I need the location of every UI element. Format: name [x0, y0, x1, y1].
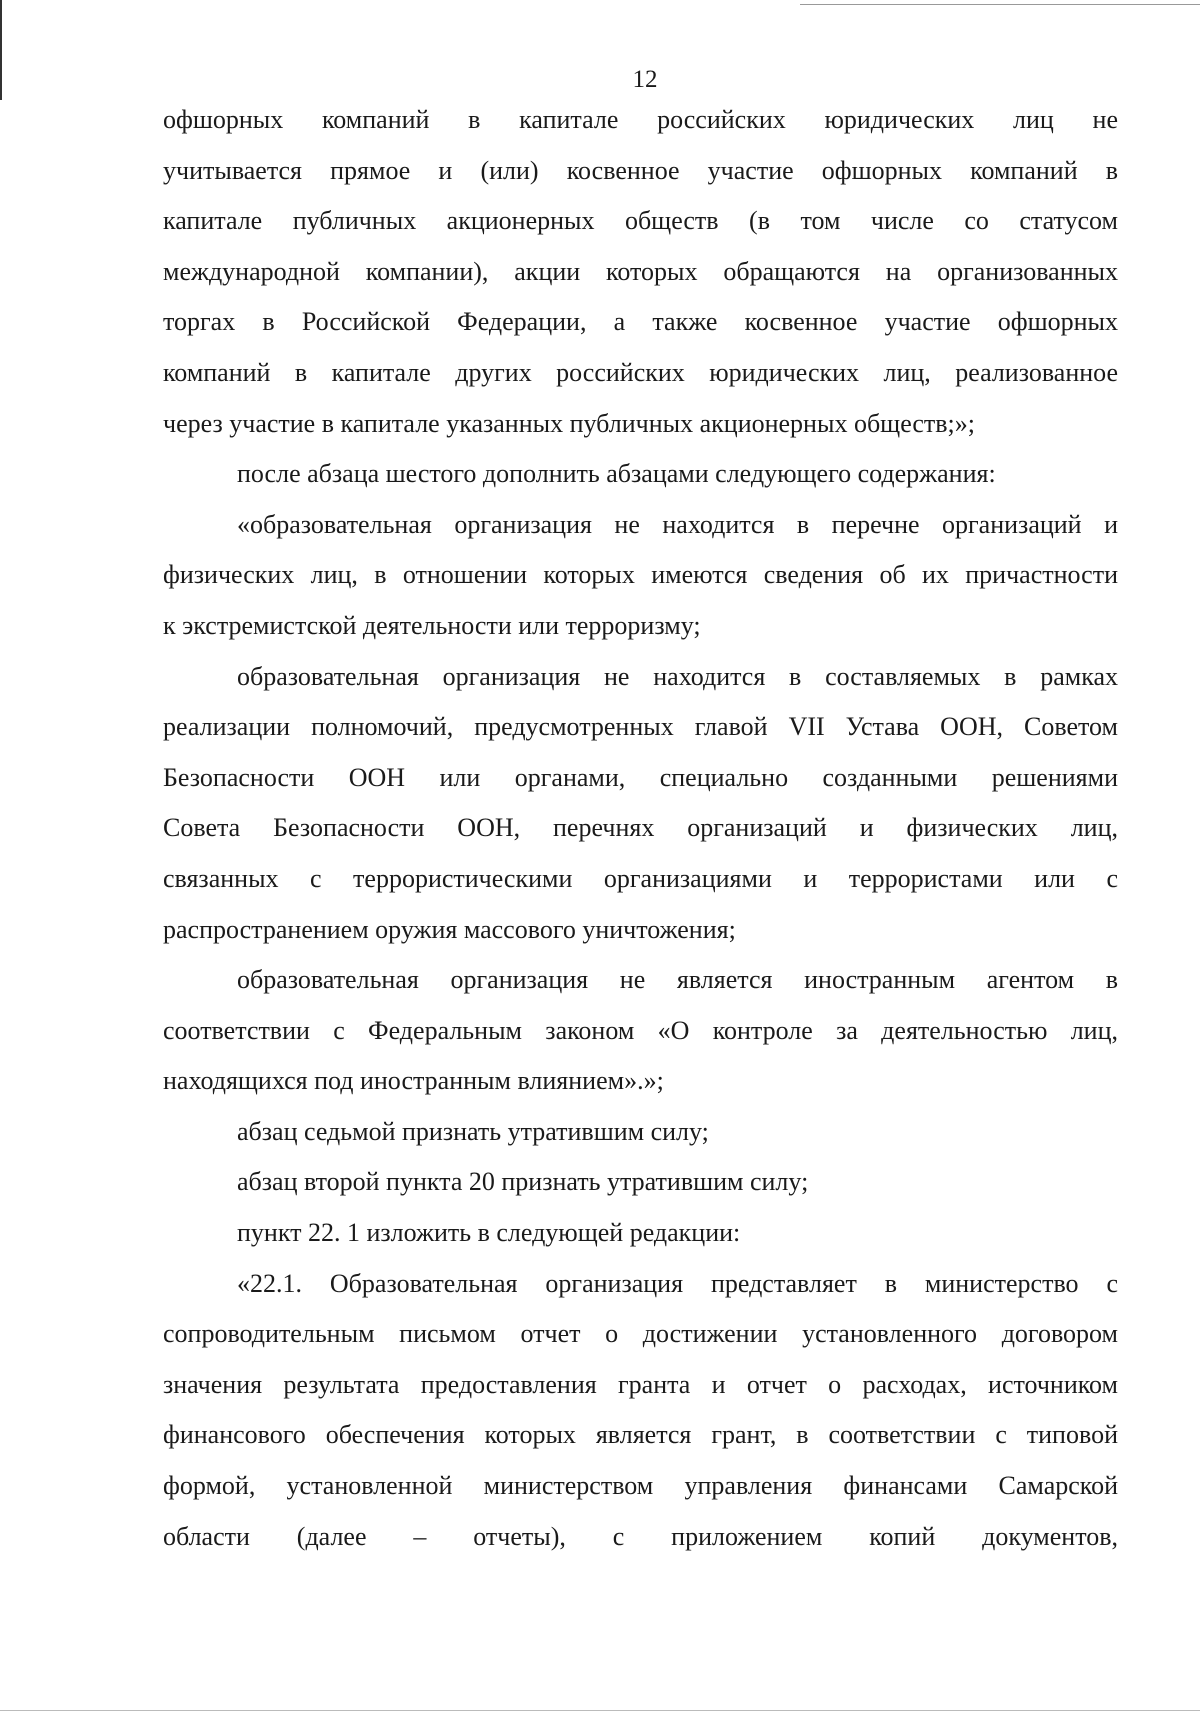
document-body	[163, 95, 1118, 1562]
text-line: через участие в капитале указанных публичных акционерных обществ;»;	[163, 408, 976, 438]
text-line: образовательная организация не находится в составляемых в рамках	[237, 661, 1118, 691]
text-line: капитале публичных акционерных обществ (в том числе со статусом	[163, 206, 1118, 236]
text-line: пункт 22. 1 изложить в следующей редакции:	[237, 1218, 741, 1248]
text-line: компаний в капитале других российских юридических лиц, реализованное	[163, 357, 1118, 387]
text-line: области (далее – отчеты), с приложением копий документов,	[163, 1521, 1118, 1551]
scan-bottom-line	[0, 1710, 1200, 1711]
text-line: Совета Безопасности ООН, перечнях организаций и физических лиц,	[163, 813, 1118, 843]
text-line: финансового обеспечения которых является грант, в соответствии с типовой	[163, 1420, 1118, 1450]
text-line: «образовательная организация не находится в перечне организаций и	[237, 509, 1118, 539]
text-line: торгах в Российской Федерации, а также косвенное участие офшорных	[163, 307, 1118, 337]
text-line: распространением оружия массового уничтожения;	[163, 914, 736, 944]
text-line: после абзаца шестого дополнить абзацами следующего содержания:	[237, 459, 996, 489]
text-line: находящихся под иностранным влиянием».»;	[163, 1066, 664, 1096]
text-line: физических лиц, в отношении которых имеются сведения об их причастности	[163, 560, 1118, 590]
text-line: офшорных компаний в капитале российских юридических лиц не	[163, 105, 1118, 134]
text-line: связанных с террористическими организациями и террористами или с	[163, 863, 1118, 893]
text-line: реализации полномочий, предусмотренных главой VII Устава ООН, Советом	[163, 712, 1118, 742]
text-line: соответствии с Федеральным законом «О контроле за деятельностью лиц,	[163, 1015, 1118, 1045]
text-line: Безопасности ООН или органами, специально созданными решениями	[163, 762, 1118, 792]
text-line: сопроводительным письмом отчет о достижении установленного договором	[163, 1319, 1118, 1349]
page-number: 12	[632, 66, 658, 93]
text-line: «22.1. Образовательная организация представляет в министерство с	[237, 1268, 1118, 1298]
text-line: абзац седьмой признать утратившим силу;	[237, 1116, 709, 1146]
text-line: формой, установленной министерством управления финансами Самарской	[163, 1471, 1118, 1501]
text-line: абзац второй пункта 20 признать утратившим силу;	[237, 1167, 809, 1197]
text-line: учитывается прямое и (или) косвенное участие офшорных компаний в	[163, 155, 1118, 185]
text-line: к экстремистской деятельности или терроризму;	[163, 610, 701, 640]
text-line: значения результата предоставления гранта и отчет о расходах, источником	[163, 1369, 1118, 1399]
text-line: международной компании), акции которых обращаются на организованных	[163, 256, 1118, 286]
scan-top-line	[800, 4, 1200, 5]
text-line: образовательная организация не является иностранным агентом в	[237, 965, 1118, 995]
